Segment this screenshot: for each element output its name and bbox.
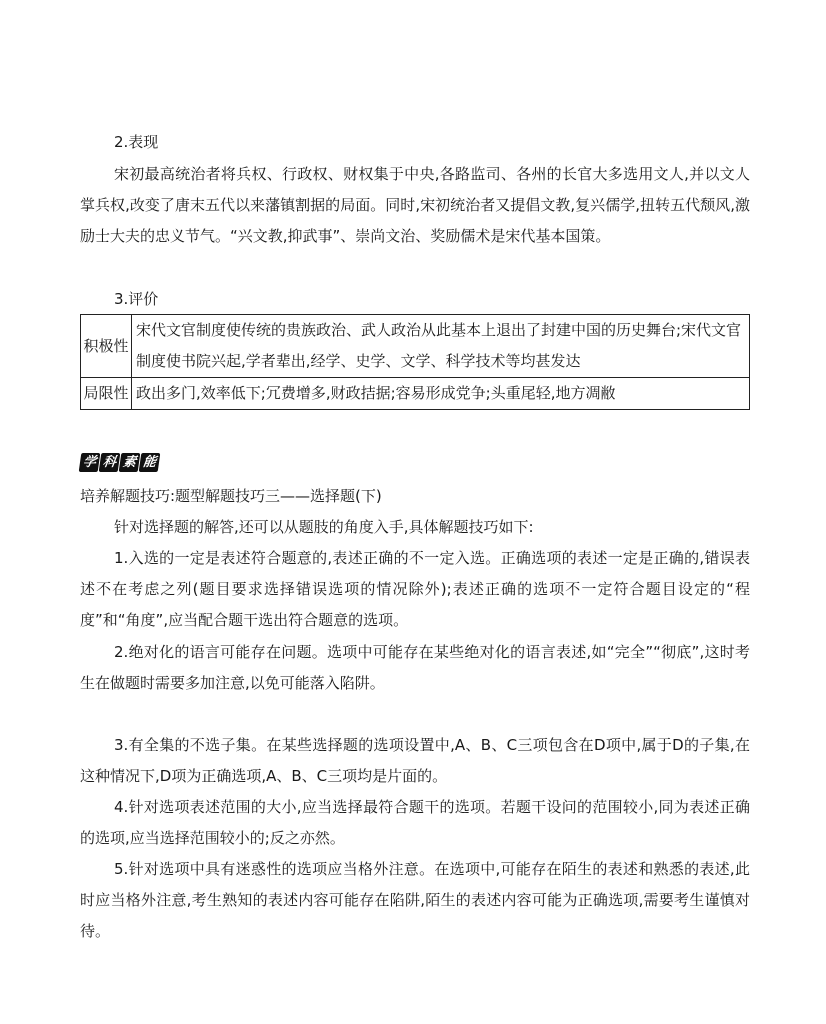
row-label-limitation: 局限性: [81, 378, 132, 410]
skill-item-1: 1.入选的一定是表述符合题意的,表述正确的不一定入选。正确选项的表述一定是正确的,错误表述不在考虑之列(题目要求选择错误选项的情况除外);表述正确的选项不一定符合题目设定的“程度”和“角度”,应当配合题干选出符合题意的选项。: [80, 549, 750, 629]
badge-char: 能: [139, 453, 161, 472]
table-row: [81, 315, 750, 378]
skill-item-2: 2.绝对化的语言可能存在问题。选项中可能存在某些绝对化的语言表述,如“完全”“彻底”,这时考生在做题时需要多加注意,以免可能落入陷阱。: [80, 643, 750, 692]
skills-intro: 针对选择题的解答,还可以从题肢的角度入手,具体解题技巧如下:: [114, 518, 534, 536]
skill-item-4: 4.针对选项表述范围的大小,应当选择最符合题干的选项。若题干设问的范围较小,同为表述正确的选项,应当选择范围较小的;反之亦然。: [80, 798, 750, 847]
table-row: [81, 378, 750, 410]
skills-title: 培养解题技巧:题型解题技巧三——选择题(下): [80, 487, 382, 505]
row-content-limitation: 政出多门,效率低下;冗费增多,财政拮据;容易形成党争;头重尾轻,地方凋敝: [132, 378, 750, 410]
row-content-positive: 宋代文官制度使传统的贵族政治、武人政治从此基本上退出了封建中国的历史舞台;宋代文官制度使书院兴起,学者辈出,经学、史学、文学、科学技术等均甚发达: [132, 315, 750, 378]
badge-char: 学: [79, 453, 101, 472]
evaluation-table: [80, 314, 750, 410]
section-2-paragraph: 宋初最高统治者将兵权、行政权、财权集于中央,各路监司、各州的长官大多选用文人,并以文人掌兵权,改变了唐末五代以来藩镇割据的局面。同时,宋初统治者又提倡文教,复兴儒学,扭转五代颓风,激励士大夫的忠义节气。“兴文教,抑武事”、崇尚文治、奖励儒术是宋代基本国策。: [80, 165, 750, 245]
skill-item-5: 5.针对选项中具有迷惑性的选项应当格外注意。在选项中,可能存在陌生的表述和熟悉的表述,此时应当格外注意,考生熟知的表述内容可能存在陷阱,陌生的表述内容可能为正确选项,需要考生谨慎对待。: [80, 860, 750, 940]
section-3-heading: 3.评价: [114, 290, 159, 308]
badge-char: 科: [99, 453, 121, 472]
skill-item-3: 3.有全集的不选子集。在某些选择题的选项设置中,A、B、C三项包含在D项中,属于D的子集,在这种情况下,D项为正确选项,A、B、C三项均是片面的。: [80, 736, 750, 785]
badge-char: 素: [119, 453, 141, 472]
subject-literacy-badge: [80, 452, 160, 472]
section-2-heading: 2.表现: [114, 133, 159, 151]
row-label-positive: 积极性: [81, 315, 132, 378]
